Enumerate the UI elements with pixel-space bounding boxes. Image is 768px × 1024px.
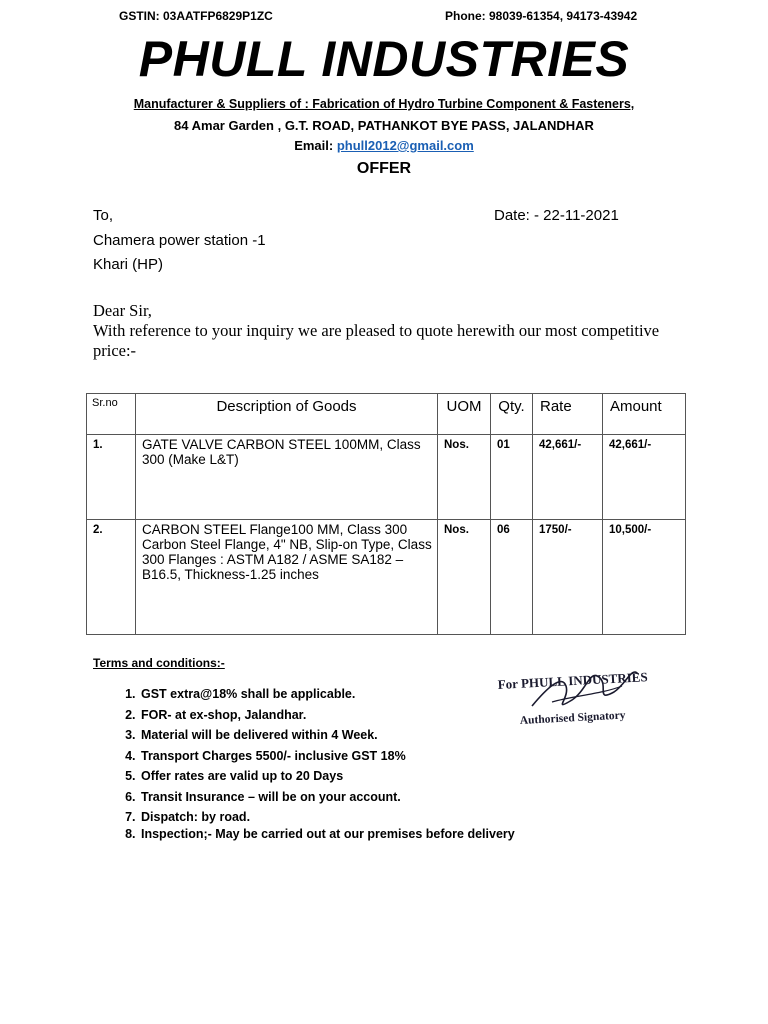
table-row (87, 435, 686, 520)
cell-uom: Nos. (438, 520, 491, 635)
header-sr-no: Sr.no (87, 394, 136, 435)
term-item: 3. Material will be delivered within 4 Week. (139, 727, 659, 748)
terms-title-text: Terms and conditions (93, 656, 217, 670)
cell-uom: Nos. (438, 435, 491, 520)
table-header-row (87, 394, 686, 435)
company-address: 84 Amar Garden , G.T. ROAD, PATHANKOT BYE PASS, JALANDHAR (174, 118, 594, 133)
to-label: To, (93, 207, 114, 224)
term-item: 5. Offer rates are valid up to 20 Days (139, 768, 659, 789)
manufacturer-line: Manufacturer & Suppliers of : Fabrication of Hydro Turbine Component & Fasteners, (133, 97, 635, 111)
cell-description: GATE VALVE CARBON STEEL 100MM, Class 300 (Make L&T) (136, 435, 438, 520)
header-uom: UOM (438, 394, 491, 435)
cell-amount: 10,500/- (603, 520, 686, 635)
term-item: 6. Transit Insurance – will be on your account. (139, 789, 659, 810)
term-item: 1. GST extra@18% shall be applicable. (139, 686, 659, 707)
cell-qty: 01 (491, 435, 533, 520)
term-item: 4. Transport Charges 5500/- inclusive GST 18% (139, 748, 659, 769)
cell-description: CARBON STEEL Flange100 MM, Class 300 Carbon Steel Flange, 4" NB, Slip-on Type, Class 300 Flanges : ASTM A182 / ASME SA182 – B16.5, Thickness-1.25 inches (136, 520, 438, 635)
email-label: Email: (294, 138, 337, 153)
email-link[interactable]: phull2012@gmail.com (336, 138, 474, 153)
intro-paragraph: With reference to your inquiry we are pleased to quote herewith our most competitive price:- (93, 321, 660, 360)
term-item: 2. FOR- at ex-shop, Jalandhar. (139, 707, 659, 728)
cell-sr-no: 1. (87, 435, 136, 520)
quotation-table (86, 393, 686, 635)
header-qty: Qty. (491, 394, 533, 435)
recipient-line-2: Khari (HP) (93, 256, 164, 273)
company-name: PHULL INDUSTRIES (138, 31, 630, 87)
terms-title-suffix: :- (216, 656, 225, 670)
cell-qty: 06 (491, 520, 533, 635)
document-title: OFFER (356, 160, 412, 177)
stamp-line-1: For PHULL INDUSTRIES (497, 669, 648, 692)
recipient-line-1: Chamera power station -1 (93, 232, 266, 249)
stamp-line-2: Authorised Signatory (519, 709, 626, 727)
cell-rate: 42,661/- (533, 435, 603, 520)
cell-amount: 42,661/- (603, 435, 686, 520)
header-amount: Amount (603, 394, 686, 435)
terms-title (93, 656, 225, 670)
salutation: Dear Sir, (93, 301, 152, 320)
date: Date: - 22-11-2021 (494, 207, 619, 224)
term-item: 7. Dispatch: by road. (139, 809, 659, 826)
header-description: Description of Goods (136, 394, 438, 435)
cell-rate: 1750/- (533, 520, 603, 635)
header-rate: Rate (533, 394, 603, 435)
table-row (87, 520, 686, 635)
term-item: 8. Inspection;- May be carried out at our premises before delivery (139, 826, 659, 843)
email-line (0, 138, 768, 153)
phone-numbers: Phone: 98039-61354, 94173-43942 (445, 9, 638, 23)
cell-sr-no: 2. (87, 520, 136, 635)
signature-stamp (492, 656, 652, 736)
gstin: GSTIN: 03AATFP6829P1ZC (119, 9, 273, 23)
